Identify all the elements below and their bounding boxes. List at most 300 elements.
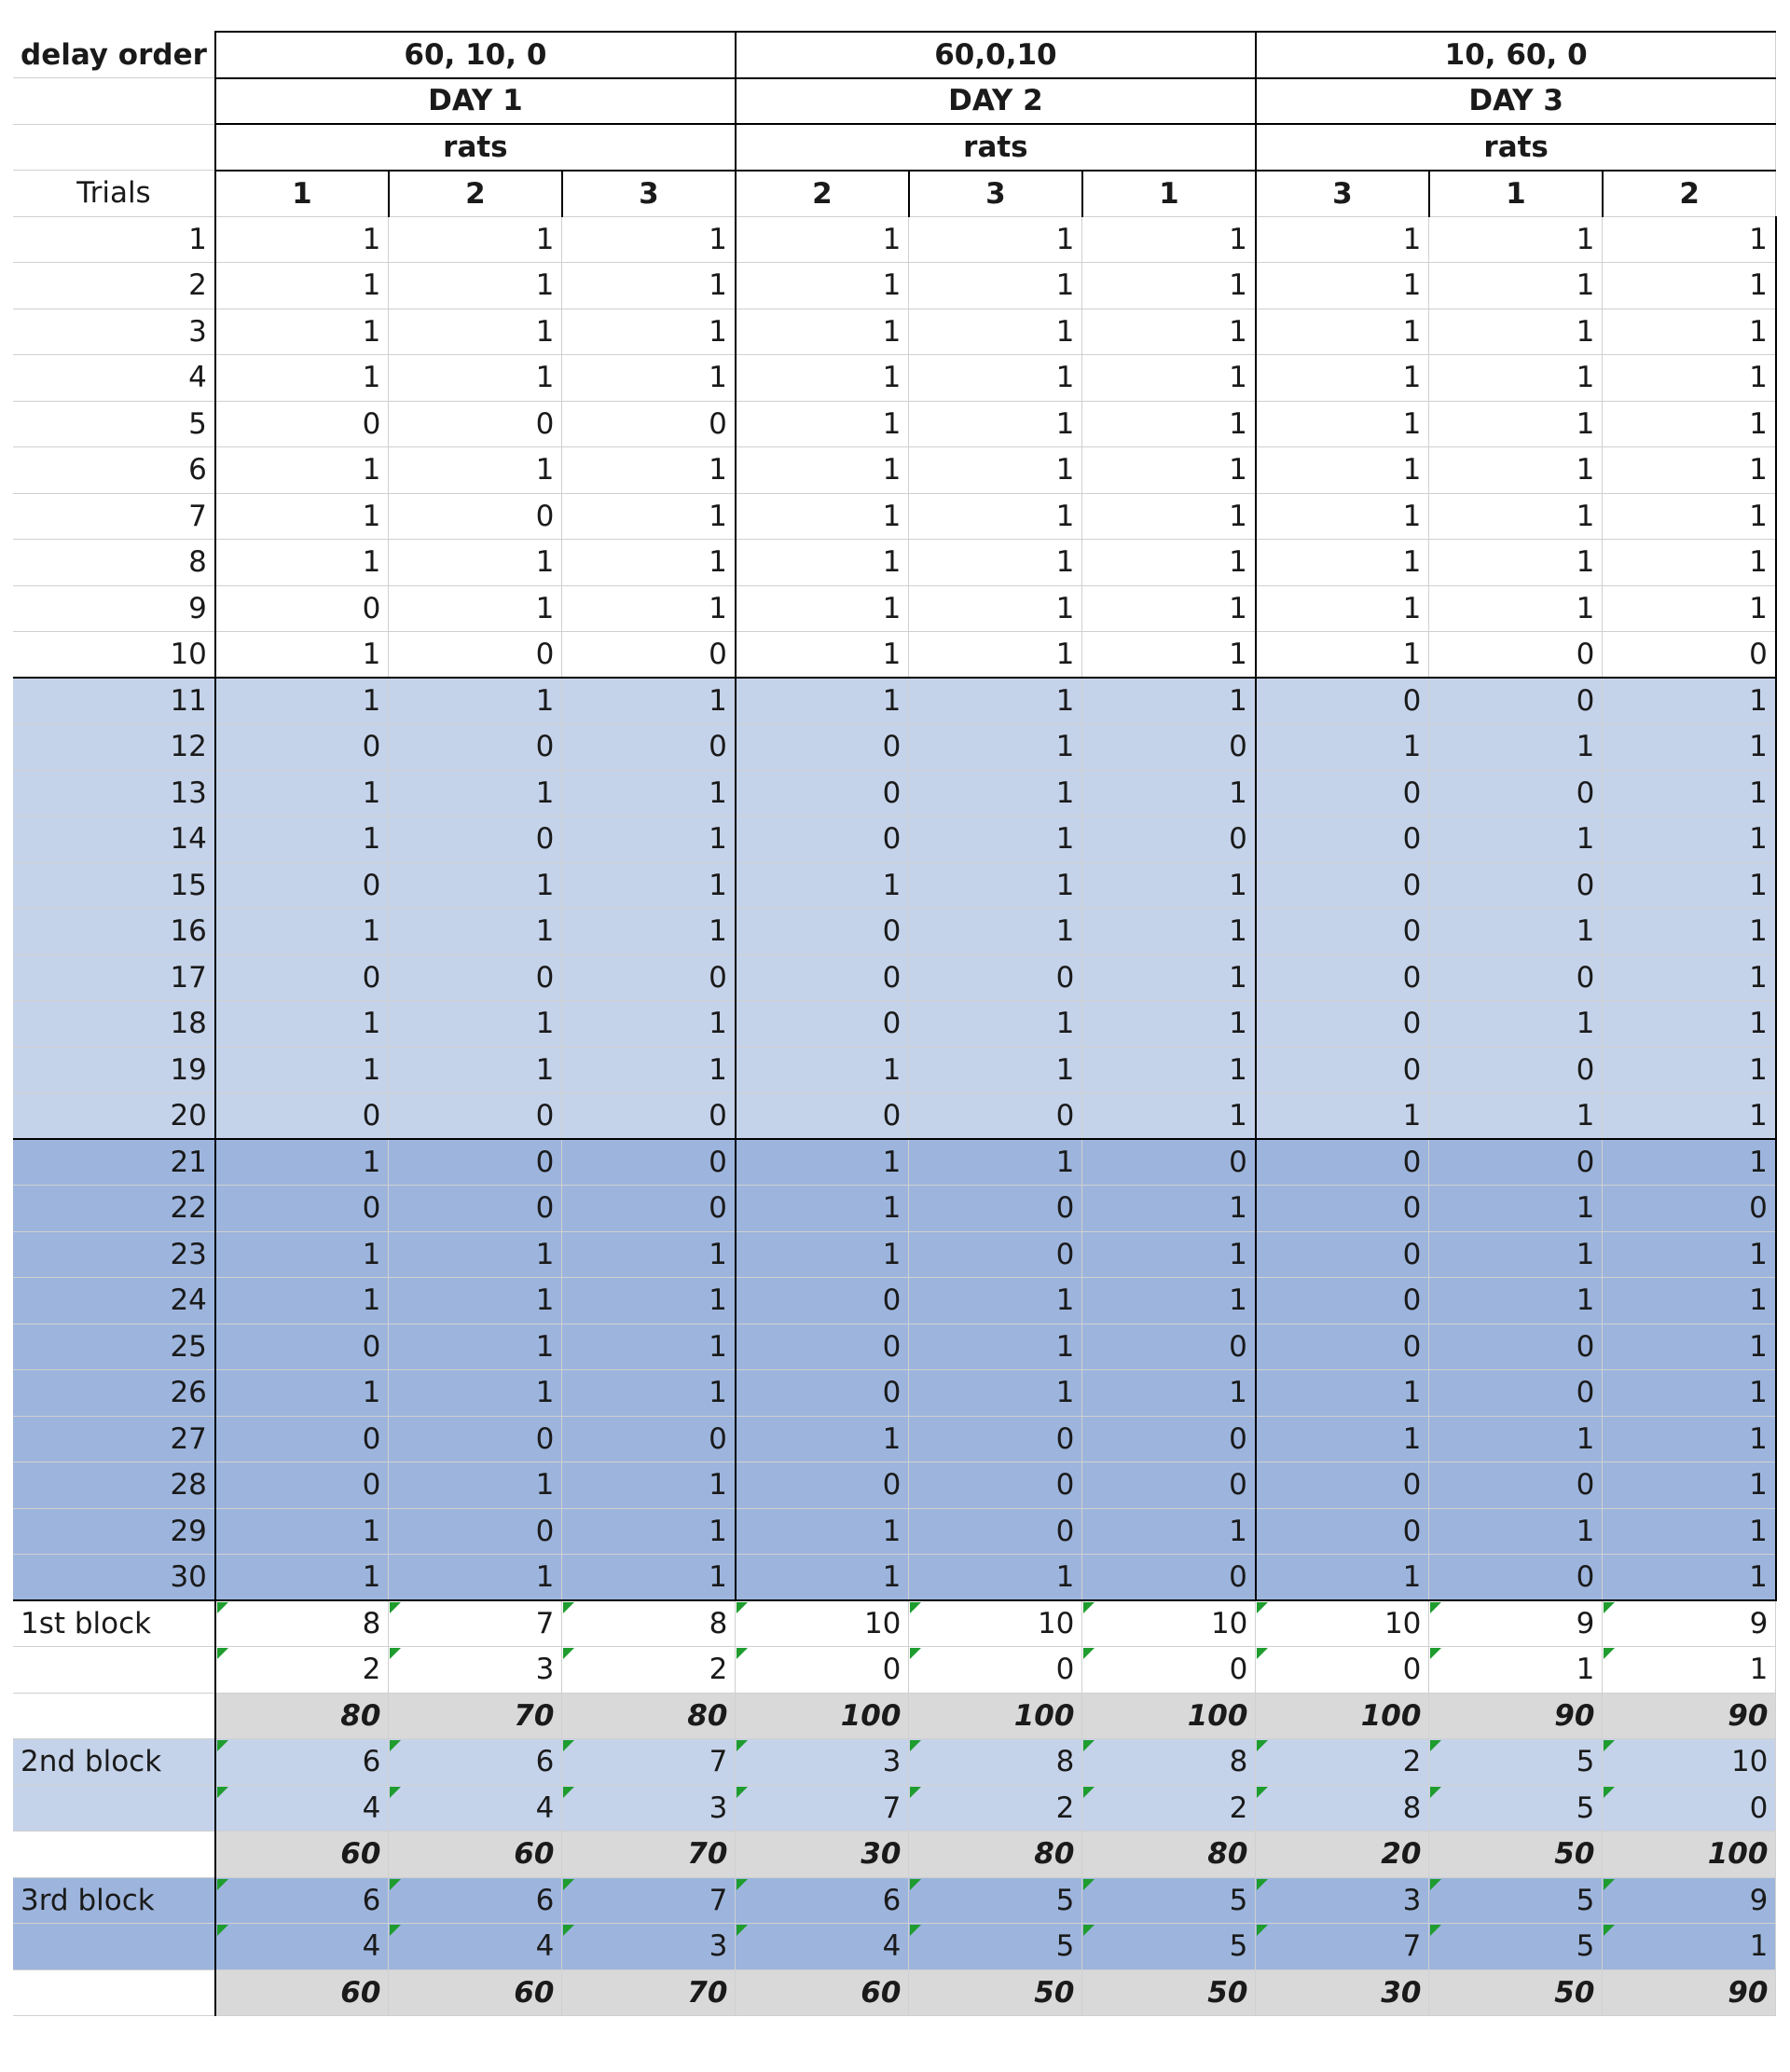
trial-value: 1	[1256, 1370, 1429, 1417]
block-percent: 50	[909, 1969, 1082, 2016]
trial-value: 0	[1256, 1231, 1429, 1278]
trial-value: 0	[389, 632, 562, 679]
trial-value: 0	[1256, 909, 1429, 955]
block-percent-row	[13, 1693, 1776, 1739]
trials-label: Trials	[13, 171, 215, 217]
spreadsheet-body	[13, 32, 1776, 2016]
trial-value: 1	[389, 1370, 562, 1417]
block-correct-count: 10	[736, 1600, 909, 1647]
block-correct-count: 6	[389, 1877, 562, 1924]
trial-row	[13, 1186, 1776, 1232]
trial-value: 1	[562, 355, 736, 402]
trial-row	[13, 1231, 1776, 1278]
block-correct-count: 8	[1082, 1739, 1256, 1786]
trial-value: 0	[1429, 678, 1603, 724]
trial-value: 1	[215, 355, 389, 402]
block-percent: 100	[1082, 1693, 1256, 1739]
block-percent-row	[13, 1832, 1776, 1878]
block-incorrect-row	[13, 1785, 1776, 1832]
block-incorrect-count: 0	[909, 1647, 1082, 1694]
trial-value: 1	[909, 632, 1082, 679]
trial-number: 11	[13, 678, 215, 724]
trial-value: 1	[1603, 540, 1776, 586]
trial-value: 1	[909, 1139, 1082, 1186]
trial-value: 0	[562, 1093, 736, 1140]
trial-value: 1	[1429, 585, 1603, 632]
percent-label-blank	[13, 1832, 215, 1878]
trial-value: 0	[389, 1093, 562, 1140]
block-correct-count: 7	[562, 1739, 736, 1786]
block-label-blank	[13, 1647, 215, 1694]
block-percent: 60	[389, 1969, 562, 2016]
trial-value: 1	[1082, 540, 1256, 586]
trial-value: 0	[1256, 1001, 1429, 1048]
trial-value: 1	[562, 1555, 736, 1601]
trial-value: 0	[1082, 1462, 1256, 1509]
block-correct-count: 8	[562, 1600, 736, 1647]
trial-value: 1	[389, 1278, 562, 1324]
trial-value: 0	[215, 1416, 389, 1462]
trial-value: 1	[909, 1001, 1082, 1048]
trial-row	[13, 1047, 1776, 1093]
trial-value: 0	[1429, 954, 1603, 1001]
block-label: 1st block	[13, 1600, 215, 1647]
trial-value: 1	[389, 355, 562, 402]
trial-row	[13, 1555, 1776, 1601]
trial-value: 1	[389, 1555, 562, 1601]
block-percent: 100	[736, 1693, 909, 1739]
delay-order-day1: 60, 10, 0	[215, 32, 736, 78]
trial-value: 0	[909, 1186, 1082, 1232]
block-correct-count: 6	[215, 1739, 389, 1786]
trial-value: 1	[736, 1416, 909, 1462]
trial-value: 1	[909, 1324, 1082, 1370]
trial-value: 0	[1256, 770, 1429, 816]
block-incorrect-count: 0	[1256, 1647, 1429, 1694]
trial-value: 1	[1603, 263, 1776, 309]
trial-value: 1	[562, 447, 736, 494]
trial-number: 22	[13, 1186, 215, 1232]
trial-value: 1	[389, 309, 562, 355]
trial-value: 0	[1256, 1139, 1429, 1186]
trial-number: 16	[13, 909, 215, 955]
trial-value: 1	[909, 1555, 1082, 1601]
trial-value: 1	[1256, 1093, 1429, 1140]
trial-value: 1	[1429, 1278, 1603, 1324]
block-incorrect-row	[13, 1647, 1776, 1694]
trial-value: 0	[562, 724, 736, 771]
trial-value: 1	[562, 309, 736, 355]
trial-value: 1	[389, 909, 562, 955]
trial-value: 1	[1603, 1555, 1776, 1601]
trial-row	[13, 1508, 1776, 1555]
block-percent: 90	[1603, 1969, 1776, 2016]
trial-row	[13, 263, 1776, 309]
trial-row	[13, 540, 1776, 586]
trial-number: 17	[13, 954, 215, 1001]
trial-value: 1	[1082, 678, 1256, 724]
trial-value: 1	[736, 585, 909, 632]
block-label: 2nd block	[13, 1739, 215, 1786]
trial-value: 1	[1082, 1186, 1256, 1232]
rat-id: 2	[389, 171, 562, 217]
trial-value: 0	[1429, 770, 1603, 816]
block-percent: 60	[215, 1832, 389, 1878]
block-percent: 30	[736, 1832, 909, 1878]
trial-number: 9	[13, 585, 215, 632]
trial-value: 1	[1082, 1231, 1256, 1278]
trial-row	[13, 355, 1776, 402]
block-incorrect-count: 0	[1082, 1647, 1256, 1694]
trial-value: 1	[562, 1462, 736, 1509]
trial-value: 0	[736, 954, 909, 1001]
block-percent: 80	[909, 1832, 1082, 1878]
block-percent: 50	[1429, 1832, 1603, 1878]
trial-value: 1	[1256, 216, 1429, 263]
day-1-header: DAY 1	[215, 78, 736, 125]
trial-value: 1	[215, 678, 389, 724]
trial-value: 1	[1256, 585, 1429, 632]
trial-value: 1	[1603, 216, 1776, 263]
delay-order-label: delay order	[13, 32, 215, 78]
trial-number: 8	[13, 540, 215, 586]
trial-value: 1	[1082, 632, 1256, 679]
trial-value: 1	[389, 1462, 562, 1509]
trial-value: 1	[1082, 309, 1256, 355]
block-percent: 70	[389, 1693, 562, 1739]
trial-value: 1	[1256, 263, 1429, 309]
trial-value: 1	[1429, 447, 1603, 494]
trial-value: 1	[562, 585, 736, 632]
block-incorrect-count: 7	[736, 1785, 909, 1832]
trial-value: 1	[1603, 724, 1776, 771]
block-correct-count: 5	[1082, 1877, 1256, 1924]
block-correct-count: 6	[736, 1877, 909, 1924]
trial-value: 1	[1429, 1001, 1603, 1048]
rats-header-day2: rats	[736, 124, 1256, 171]
rat-id: 1	[215, 171, 389, 217]
trial-value: 1	[909, 493, 1082, 540]
trial-value: 1	[909, 447, 1082, 494]
delay-order-day2: 60,0,10	[736, 32, 1256, 78]
trial-number: 24	[13, 1278, 215, 1324]
trial-value: 0	[1256, 954, 1429, 1001]
trial-value: 1	[736, 401, 909, 447]
trial-value: 0	[215, 724, 389, 771]
trial-value: 1	[736, 1139, 909, 1186]
trial-value: 0	[909, 1416, 1082, 1462]
trial-value: 1	[1256, 309, 1429, 355]
trial-value: 1	[1082, 493, 1256, 540]
trial-value: 0	[736, 816, 909, 863]
trial-value: 1	[1429, 1416, 1603, 1462]
trial-value: 1	[1603, 909, 1776, 955]
block-percent: 80	[562, 1693, 736, 1739]
trial-row	[13, 770, 1776, 816]
block-percent: 30	[1256, 1969, 1429, 2016]
block-correct-count: 3	[1256, 1877, 1429, 1924]
block-correct-row	[13, 1739, 1776, 1786]
trial-value: 1	[389, 1001, 562, 1048]
trial-value: 0	[562, 1416, 736, 1462]
block-incorrect-count: 1	[1603, 1647, 1776, 1694]
rat-id: 3	[1256, 171, 1429, 217]
trial-value: 0	[215, 954, 389, 1001]
trial-row	[13, 309, 1776, 355]
trial-number: 20	[13, 1093, 215, 1140]
trial-value: 0	[562, 1186, 736, 1232]
trial-value: 1	[909, 862, 1082, 909]
block-percent: 50	[1429, 1969, 1603, 2016]
trial-value: 1	[562, 678, 736, 724]
block-incorrect-count: 8	[1256, 1785, 1429, 1832]
trial-number: 4	[13, 355, 215, 402]
block-incorrect-count: 2	[215, 1647, 389, 1694]
block-incorrect-count: 2	[562, 1647, 736, 1694]
trial-number: 18	[13, 1001, 215, 1048]
trial-value: 0	[1256, 1278, 1429, 1324]
trial-value: 1	[1082, 401, 1256, 447]
trial-value: 0	[215, 1324, 389, 1370]
block-percent: 100	[1256, 1693, 1429, 1739]
trial-row	[13, 216, 1776, 263]
trial-value: 1	[389, 447, 562, 494]
trial-value: 1	[1082, 1047, 1256, 1093]
trial-value: 0	[1429, 1047, 1603, 1093]
trial-value: 1	[1082, 447, 1256, 494]
trial-value: 1	[1429, 1093, 1603, 1140]
trial-value: 1	[562, 263, 736, 309]
trial-value: 1	[1603, 493, 1776, 540]
trial-value: 1	[909, 401, 1082, 447]
trial-value: 1	[1429, 1508, 1603, 1555]
trial-value: 1	[215, 1278, 389, 1324]
trial-value: 1	[215, 909, 389, 955]
trial-row	[13, 1139, 1776, 1186]
trial-value: 1	[909, 263, 1082, 309]
trial-value: 1	[1603, 1001, 1776, 1048]
block-correct-count: 9	[1603, 1877, 1776, 1924]
block-incorrect-count: 3	[562, 1785, 736, 1832]
trial-value: 1	[1082, 862, 1256, 909]
trial-value: 1	[562, 493, 736, 540]
block-correct-count: 9	[1429, 1600, 1603, 1647]
trial-value: 0	[736, 1278, 909, 1324]
trial-value: 1	[1429, 263, 1603, 309]
block-correct-count: 8	[215, 1600, 389, 1647]
trial-value: 1	[562, 909, 736, 955]
block-incorrect-count: 7	[1256, 1924, 1429, 1970]
trial-row	[13, 1462, 1776, 1509]
trial-value: 0	[215, 862, 389, 909]
trial-number: 5	[13, 401, 215, 447]
trial-value: 0	[389, 1186, 562, 1232]
trial-value: 1	[1603, 862, 1776, 909]
trial-value: 0	[389, 724, 562, 771]
trial-value: 1	[1256, 1416, 1429, 1462]
block-correct-count: 10	[1082, 1600, 1256, 1647]
trial-value: 0	[736, 724, 909, 771]
trial-row	[13, 1001, 1776, 1048]
trial-value: 1	[1429, 493, 1603, 540]
trial-row	[13, 1370, 1776, 1417]
rat-id: 3	[909, 171, 1082, 217]
trial-value: 1	[909, 355, 1082, 402]
trial-value: 0	[1429, 1139, 1603, 1186]
trial-value: 1	[1256, 493, 1429, 540]
trial-value: 0	[1256, 1324, 1429, 1370]
trial-value: 1	[1603, 678, 1776, 724]
trials-spreadsheet	[13, 31, 1777, 2016]
trial-value: 1	[909, 1278, 1082, 1324]
block-correct-count: 8	[909, 1739, 1082, 1786]
trial-value: 1	[736, 1555, 909, 1601]
block-incorrect-count: 1	[1603, 1924, 1776, 1970]
trial-value: 0	[389, 1508, 562, 1555]
day-2-header: DAY 2	[736, 78, 1256, 125]
trial-row	[13, 447, 1776, 494]
trial-value: 1	[215, 1555, 389, 1601]
block-correct-count: 5	[909, 1877, 1082, 1924]
trial-value: 0	[1082, 1555, 1256, 1601]
trial-value: 1	[1603, 309, 1776, 355]
trial-value: 1	[1256, 447, 1429, 494]
trial-number: 14	[13, 816, 215, 863]
block-correct-count: 7	[562, 1877, 736, 1924]
trial-value: 1	[389, 862, 562, 909]
trial-value: 0	[1256, 1462, 1429, 1509]
trial-value: 1	[562, 540, 736, 586]
trial-value: 1	[1429, 540, 1603, 586]
trial-value: 1	[1256, 724, 1429, 771]
trial-value: 0	[736, 1324, 909, 1370]
rat-id: 2	[1603, 171, 1776, 217]
block-incorrect-count: 4	[215, 1785, 389, 1832]
trial-value: 0	[1082, 724, 1256, 771]
trial-value: 1	[1603, 770, 1776, 816]
trial-value: 1	[1429, 816, 1603, 863]
trial-value: 1	[1082, 770, 1256, 816]
trial-value: 0	[562, 401, 736, 447]
trial-value: 0	[1256, 816, 1429, 863]
trial-row	[13, 724, 1776, 771]
trial-value: 1	[215, 263, 389, 309]
trial-value: 1	[215, 770, 389, 816]
trial-value: 1	[1603, 954, 1776, 1001]
trial-row	[13, 862, 1776, 909]
rats-row	[13, 124, 1776, 171]
block-percent: 60	[215, 1969, 389, 2016]
block-percent: 20	[1256, 1832, 1429, 1878]
trial-number: 3	[13, 309, 215, 355]
block-percent: 80	[215, 1693, 389, 1739]
block-percent: 100	[1603, 1832, 1776, 1878]
trial-value: 1	[736, 1047, 909, 1093]
trial-value: 1	[1603, 1508, 1776, 1555]
trial-value: 0	[389, 1139, 562, 1186]
trial-value: 1	[1603, 1416, 1776, 1462]
trial-value: 0	[1082, 1139, 1256, 1186]
trial-value: 1	[736, 216, 909, 263]
trial-value: 1	[389, 678, 562, 724]
block-percent: 70	[562, 1969, 736, 2016]
trial-value: 1	[1603, 816, 1776, 863]
block-incorrect-count: 4	[389, 1785, 562, 1832]
trial-number: 2	[13, 263, 215, 309]
trial-value: 1	[736, 1508, 909, 1555]
trial-value: 1	[215, 216, 389, 263]
trial-value: 0	[1256, 1508, 1429, 1555]
trial-value: 0	[562, 954, 736, 1001]
trial-value: 1	[736, 862, 909, 909]
trial-row	[13, 632, 1776, 679]
trial-value: 1	[1603, 1047, 1776, 1093]
trial-value: 1	[736, 447, 909, 494]
delay-order-day3: 10, 60, 0	[1256, 32, 1776, 78]
trial-value: 0	[736, 1462, 909, 1509]
block-incorrect-count: 2	[909, 1785, 1082, 1832]
trial-row	[13, 678, 1776, 724]
block-percent: 50	[1082, 1969, 1256, 2016]
trial-value: 1	[215, 632, 389, 679]
trial-value: 0	[1082, 1416, 1256, 1462]
day-row	[13, 78, 1776, 125]
trial-row	[13, 1093, 1776, 1140]
trial-number: 19	[13, 1047, 215, 1093]
trial-value: 1	[1429, 401, 1603, 447]
trial-value: 0	[1082, 1324, 1256, 1370]
block-correct-count: 6	[215, 1877, 389, 1924]
trial-value: 1	[1082, 1278, 1256, 1324]
trial-number: 28	[13, 1462, 215, 1509]
trial-value: 1	[562, 1324, 736, 1370]
trial-value: 1	[1256, 632, 1429, 679]
trial-value: 1	[736, 493, 909, 540]
trial-value: 1	[909, 816, 1082, 863]
trial-value: 1	[1603, 1324, 1776, 1370]
trial-value: 1	[909, 1370, 1082, 1417]
trial-value: 0	[736, 1093, 909, 1140]
trial-value: 1	[736, 309, 909, 355]
block-correct-row	[13, 1600, 1776, 1647]
trial-value: 1	[736, 632, 909, 679]
trial-value: 0	[389, 401, 562, 447]
trial-value: 0	[1603, 632, 1776, 679]
trial-value: 1	[389, 770, 562, 816]
trial-value: 1	[1082, 1001, 1256, 1048]
trial-value: 0	[1429, 862, 1603, 909]
block-incorrect-count: 4	[736, 1924, 909, 1970]
trial-value: 1	[562, 1047, 736, 1093]
trial-value: 1	[215, 1231, 389, 1278]
trial-value: 1	[215, 540, 389, 586]
block-correct-count: 10	[1256, 1600, 1429, 1647]
trial-value: 1	[389, 1324, 562, 1370]
trial-value: 0	[909, 1508, 1082, 1555]
rats-row-blank	[13, 124, 215, 171]
block-percent: 70	[562, 1832, 736, 1878]
trial-value: 1	[215, 816, 389, 863]
block-incorrect-count: 2	[1082, 1785, 1256, 1832]
trial-value: 1	[1429, 1231, 1603, 1278]
trial-number: 1	[13, 216, 215, 263]
trial-value: 0	[1082, 816, 1256, 863]
trial-value: 1	[1429, 724, 1603, 771]
trial-number: 7	[13, 493, 215, 540]
block-correct-row	[13, 1877, 1776, 1924]
trial-value: 0	[215, 1462, 389, 1509]
trial-number: 6	[13, 447, 215, 494]
